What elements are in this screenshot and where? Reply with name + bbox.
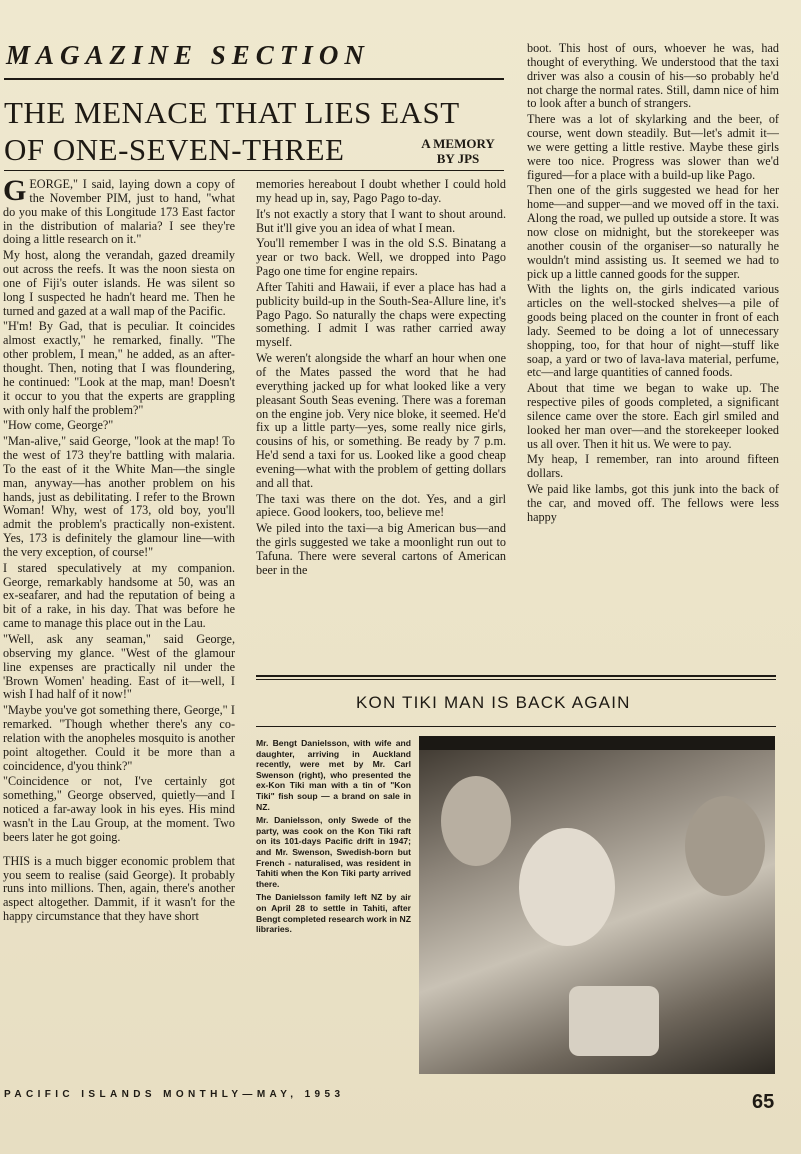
photo-figure-center: [519, 828, 615, 946]
article-paragraph: THIS is a much bigger economic problem that you seem to realise (said George). It probably runs into millions. Then, again, there's another aspect altogether. Dammit, if it wasn't for the happy circumstance that they have short: [3, 853, 235, 924]
photo-fish-tin: [569, 986, 659, 1056]
masthead-rule: [4, 78, 504, 80]
sidebar-heading: KON TIKI MAN IS BACK AGAIN: [356, 693, 631, 712]
caption-paragraph: Mr. Bengt Danielsson, with wife and daughter, arriving in Auckland recently, were met by Mr. Carl Swenson (right), who presented the ex-Kon Tiki man with a tin of "Kon Tiki" fish soup — a brand on sale in NZ.: [256, 738, 411, 812]
headline-line-1: THE MENACE THAT LIES EAST: [4, 95, 460, 130]
headline-rule: [4, 170, 504, 171]
caption-paragraph: The Danielsson family left NZ by air on April 28 to settle in Tahiti, after Bengt completed research work in NZ libraries.: [256, 892, 411, 935]
photo-figure-right: [685, 796, 765, 896]
photo-dark-band: [419, 736, 775, 750]
article-paragraph: "Well, ask any seaman," said George, observing my glance. "West of the glamour line expenses are practically nil under the 'Brown Women' heading. East of it—well, I wish I had half of it now!": [3, 632, 235, 702]
article-paragraph: "H'm! By Gad, that is peculiar. It coincides almost exactly," he remarked, finally. "The other problem, I mean," he added, as an after-thought. Then, noting that I was floundering, he continued: "Look at the map, man! Doesn't it occur to you that the experts are grappling with only half the problem?": [3, 319, 235, 417]
article-paragraph: [3, 178, 235, 247]
photo-caption: [256, 738, 411, 1070]
kon-tiki-photo: [419, 736, 775, 1074]
article-paragraph: About that time we began to wake up. The respective piles of goods completed, a significant silence came over the store. Each girl smiled and looked her man over—and the storekeeper looked us all over. Then it hit us. We were to pay.: [527, 381, 779, 451]
sidebar-rule-bottom: [256, 726, 776, 727]
sidebar-rule-top-thin: [256, 679, 776, 680]
headline-line-2: OF ONE-SEVEN-THREE: [4, 132, 345, 167]
article-column-2: [256, 178, 506, 668]
page-number: 65: [752, 1091, 775, 1113]
article-paragraph: After Tahiti and Hawaii, if ever a place has had a publicity build-up in the South-Sea-Allure line, it's Pago Pago. So naturally the chaps were expecting something. I admit I was rather carried away myself.: [256, 279, 506, 350]
article-paragraph: boot. This host of ours, whoever he was, had thought of everything. We understood that the taxi driver was also a cousin of his—so probably he'd not charge the normal rates. Still, damn nice of him to look after a bunch of strangers.: [527, 42, 779, 111]
article-paragraph: You'll remember I was in the old S.S. Binatang a year or two back. Well, we dropped into Pago Pago one time for engine repairs.: [256, 236, 506, 279]
article-paragraph: "Coincidence or not, I've certainly got something," George observed, quietly—and I noticed a far-away look in his eyes. His mind wasn't in the Lau Group, at the moment. Two beers later he got going.: [3, 774, 235, 844]
photo-figure-left: [441, 776, 511, 866]
byline-line-2: BY JPS: [436, 151, 480, 166]
byline: [412, 136, 504, 166]
caption-paragraph: Mr. Danielsson, only Swede of the party, was cook on the Kon Tiki raft on its 101-days Pacific drift in 1947; and Mr. Swenson, Swedish-born but French - naturalised, was resident in Tahiti when the Kon Tiki party arrived there.: [256, 815, 411, 889]
article-paragraph: We piled into the taxi—a big American bus—and the girls suggested we take a moonlight run out to Tafuna. There were several cartons of American beer in the: [256, 521, 506, 577]
article-paragraph: "Man-alive," said George, "look at the map! To the west of 173 they're battling with malaria. To the east of it the White Man—the single man, anyway—has another problem on his hands, just as debilitating. I refer to the Brown Woman! Why, west of 173, old boy, you'll admit the problem's practically non-existent. Yes, 173 is definitely the glamour line—with the very exception, of course!": [3, 434, 235, 559]
article-paragraph: My heap, I remember, ran into around fifteen dollars.: [527, 452, 779, 481]
article-paragraph: My host, along the verandah, gazed dreamily out across the reefs. It was the noon siesta on one of Fiji's outer islands. He was silent so long I suspected he hadn't heard me. Then he turned and gazed at a wall map of the Pacific.: [3, 248, 235, 318]
drop-cap: G: [3, 178, 27, 207]
article-paragraph: Then one of the girls suggested we head for her home—and supper—and we moved off in the taxi. Along the road, we pulled up outside a store. It was now close on midnight, but the storekeeper was another cousin of the organiser—so naturally he wouldn't mind assisting us. It seemed we had to pick up a little canned goods for the supper.: [527, 183, 779, 281]
page-footer: PACIFIC ISLANDS MONTHLY—MAY, 1953: [4, 1089, 345, 1100]
article-paragraph: I stared speculatively at my companion. George, remarkably handsome at 50, was an ex-seafarer, and had the reputation of being a bit of a rake, in his day. That was before he came to manage this place out in the Lau.: [3, 560, 235, 631]
article-column-1: [3, 178, 235, 1070]
article-paragraph: memories hereabout I doubt whether I could hold my head up in, say, Pago Pago to-day.: [256, 178, 506, 205]
article-paragraph: We weren't alongside the wharf an hour when one of the Mates passed the word that he had everything jacked up for what looked like a very pleasant South Seas evening. There was a foreman on the engine job. Very nice bloke, it seemed. He'd fix up a little party—yes, some really nice girls, cousins of his, or something. Be ready by 7 p.m. He'd send a taxi for us. Looked like a good cheap evening—what with the problem of getting dollars and all that.: [256, 351, 506, 490]
article-paragraph: There was a lot of skylarking and the beer, of course, went down steadily. But—let's admit it—we were getting a little restive. Maybe these girls were too nice. Progress was slower than we'd figured—for a place with a build-up like Pago.: [527, 112, 779, 182]
article-paragraph: The taxi was there on the dot. Yes, and a girl apiece. Good lookers, too, believe me!: [256, 491, 506, 520]
masthead: MAGAZINE SECTION: [6, 40, 370, 70]
paragraph-text: EORGE," I said, laying down a copy of the November PIM, just to hand, "what do you make of this Longitude 173 East factor in the distribution of malaria? I see they're doing a little research on it.": [3, 178, 235, 247]
article-paragraph: "How come, George?": [3, 418, 114, 433]
sidebar-rule-top: [256, 675, 776, 677]
byline-line-1: A MEMORY: [421, 136, 495, 151]
article-paragraph: It's not exactly a story that I want to shout around. But it'll give you an idea of what I mean.: [256, 206, 506, 235]
article-column-3: [527, 42, 779, 668]
article-paragraph: With the lights on, the girls indicated various articles on the well-stocked shelves—a pile of goods being placed on the counter in front of each lady. Seemed to be doing a lot of unnecessary shopping, too, for that hour of night—stuff like soap, a yard or two of lava-lava material, perfume, etc—and large quantities of canned foods.: [527, 282, 779, 380]
article-paragraph: "Maybe you've got something there, George," I remarked. "Though whether there's any co-relation with the anopheles mosquito is another point altogether. Could it be more than a coincidence, d'you think?": [3, 703, 235, 773]
article-paragraph: We paid like lambs, got this junk into the back of the car, and moved off. The fellows were less happy: [527, 482, 779, 524]
